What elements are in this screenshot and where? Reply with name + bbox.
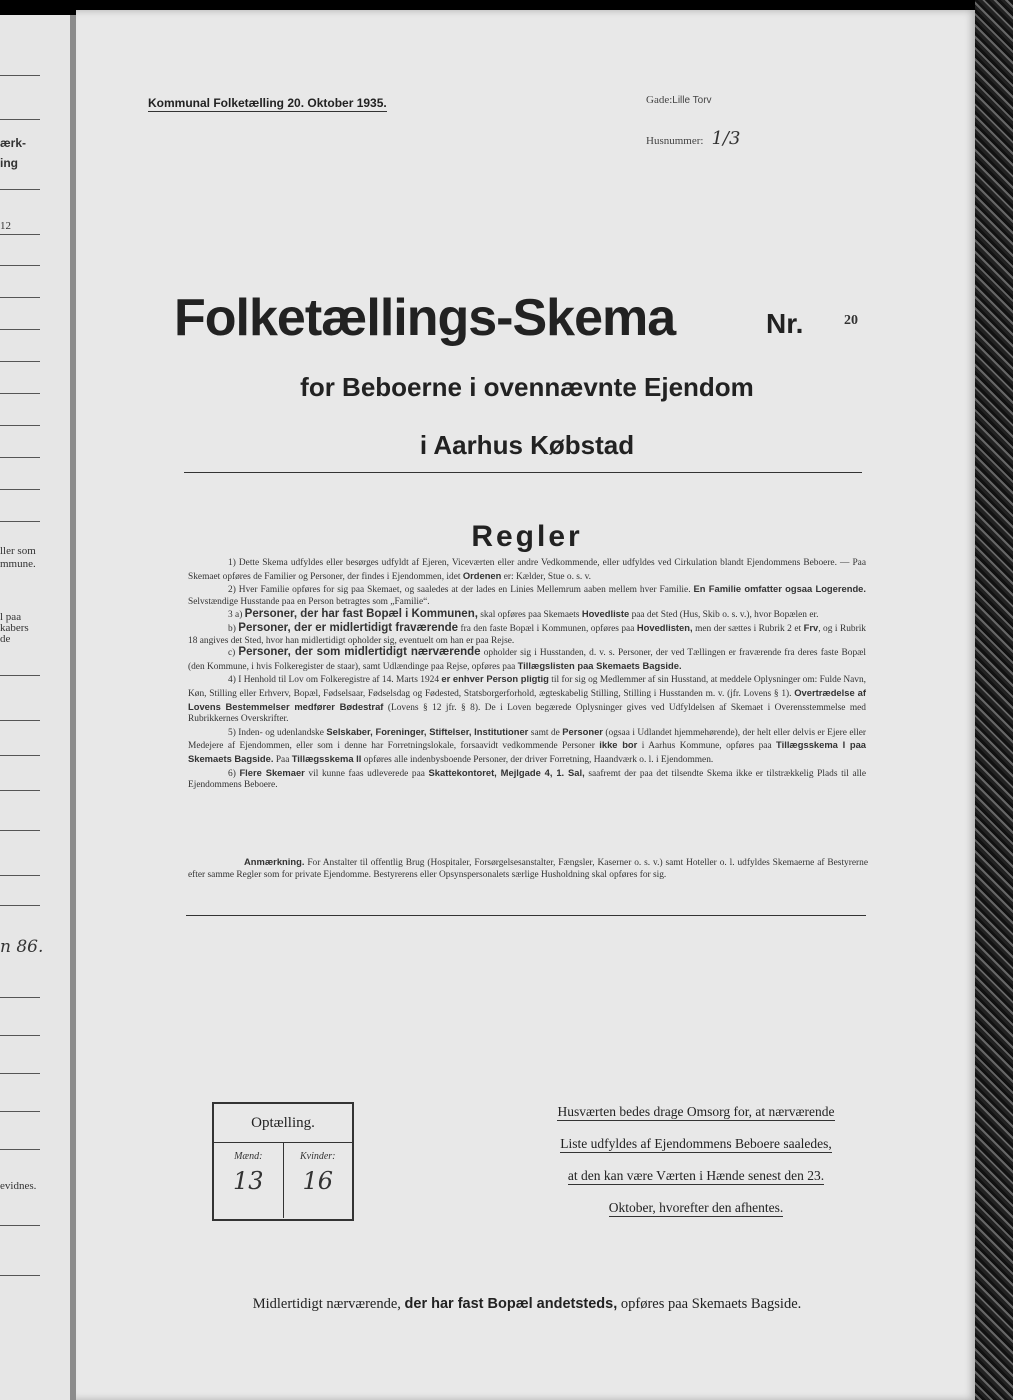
remark-text: Anmærkning. For Anstalter til offentlig Brug (Hospitaler, Forsørgelsesanstalter, Fængsler, Kaserner o. s. v.) samt Hoteller o. l. udfyldes Skemaerne af Bestyrerne efter samme Regler som for private Ejendomme. Bestyrerens eller Opsynspersonalets særlige Husholdning skal opføres for sig. [188,856,869,880]
street-label: Gade: [646,94,673,106]
left-fragment: mmune. [0,558,36,570]
instruction-line: Oktober, hvorefter den afhentes. [608,1200,784,1215]
remark-label: Anmærkning. [244,856,305,867]
form-subtitle-city: i Aarhus Købstad [419,430,635,460]
tally-women-column [283,1143,353,1218]
men-count: 13 [232,1167,264,1195]
rule-3a: 3 a) Personer, der har fast Bopæl i Kommunen, skal opføres paa Skemaets Hovedliste paa det Sted (Hus, Skib o. s. v.), hvor Bopælen er. [228,608,819,621]
rule-1: 1) Dette Skema udfyldes eller besørges udfyldt af Ejeren, Viceværten eller andre Vedkommende, eller udfyldes ved Cirkulation blandt Ejendommens Beboere. — Paa Skemaet opføres de Familier og Personer, der findes i Ejendommen, idet Ordenen er: Kælder, Stue o. s. v. [188,558,866,582]
form-number-value: 20 [844,313,858,328]
left-fragment: evidnes. [0,1180,37,1192]
left-fragment: kabers [0,622,29,634]
census-header: Kommunal Folketælling 20. Oktober 1935. [148,96,387,110]
rule-3c: c) Personer, der som midlertidigt nærværende opholder sig i Husstanden, d. v. s. Personer, der ved Tællingen er fraværende fra deres faste Bopæl (den Kommune, i hvis Folkeregister de staar), samt Udlændinge paa Rejse, opføres paa Tillægslisten paa Skemaets Bagside. [188,646,867,672]
street-value: Lille Torv [672,95,712,106]
house-number-value: 1/3 [711,128,741,149]
instruction-line: Husværten bedes drage Omsorg for, at nærværende [557,1104,835,1119]
left-fragment: 12 [0,220,11,232]
house-number-field [646,128,740,149]
book-edge-marbled [975,0,1013,1400]
rule-4: 4) I Henhold til Lov om Folkeregistre af 14. Marts 1924 er enhver Person pligtig til for sig og Medlemmer af sin Husstand, at meddele Oplysninger om: Fulde Navn, Køn, Stilling eller Erhverv, Bopæl, Fødselsaar, Fødselsdag og Fødested, Statsborgerforhold, ægteskabelig Stilling, Stilling i Husstanden m. v. (jfr. Lovens § 1). Overtrædelse af Lovens Bestemmelser medfører Bødestraf (Lovens § 12 jfr. § 8). De i Loven begærede Oplysninger gives ved Udfyldelsen af Skemaet i Overensstemmelse med Rubrikkernes Overskrifter. [188,673,867,725]
rules-text [188,558,866,792]
men-label: Mænd: [234,1151,263,1162]
tally-men-column [214,1143,283,1218]
census-form-page [76,10,978,1400]
instruction-line: Liste udfyldes af Ejendommens Beboere saaledes, [560,1136,832,1151]
divider [184,472,862,473]
divider [186,915,866,916]
instruction-line: at den kan være Værten i Hænde senest den 23. [567,1168,825,1183]
tally-box [212,1102,354,1221]
form-title: Folketællings-Skema [174,289,676,347]
previous-page-edge [0,15,74,1400]
rules-heading: Regler [471,520,583,553]
rule-3b: b) Personer, der er midlertidigt fraværende fra den faste Bopæl i Kommunen, opføres paa Hovedlisten, men der sættes i Rubrik 2 et Frv, og i Rubrik 18 angives det Sted, hvor han midlertidigt opholder sig, eventuelt om han er paa Rejse. [188,621,866,646]
form-number-label: Nr. [766,308,804,339]
women-label: Kvinder: [299,1151,336,1162]
left-fragment: ller som [0,545,36,557]
left-fragment: ærk- [0,136,27,150]
form-subtitle: for Beboerne i ovennævnte Ejendom [300,372,754,402]
footer-note: Midlertidigt nærværende, der har fast Bopæl andetsteds, opføres paa Skemaets Bagside. [252,1296,802,1312]
house-number-label: Husnummer: [646,135,704,147]
women-count: 16 [302,1167,334,1195]
left-fragment: ing [0,156,18,170]
rule-5: 5) Inden- og udenlandske Selskaber, Foreninger, Stiftelser, Institutioner samt de Personer (ogsaa i Udlandet hjemmehørende), der helt eller delvis er Ejere eller Medejere af Ejendommen, eller som i denne har Forretningslokale, forsaavidt vedkommende Personer ikke bor i Aarhus Kommune, opføres paa Tillægsskema I paa Skemaets Bagside. Paa Tillægsskema II opføres alle indenbysboende Personer, der driver Forretning, Haandværk o. l. i Ejendommen. [188,725,867,765]
left-fragment: l paa [0,611,22,623]
left-fragment: n 86. [0,937,44,957]
rule-2: 2) Hver Familie opføres for sig paa Skemaet, og saaledes at der lades en Linies Mellemrum aaben mellem hver Familie. En Familie omfatter ogsaa Logerende. Selvstændige Husstande paa en Person betragtes som „Familie“. [188,583,866,607]
rule-6: 6) Flere Skemaer vil kunne faas udleverede paa Skattekontoret, Mejlgade 4, 1. Sal, saafremt der paa det tilsendte Skema ikke er tilstrækkelig Plads til alle Ejendommens Beboere. [188,766,867,791]
street-field [646,94,712,106]
landlord-instructions [516,1102,876,1230]
left-fragment: de [0,633,11,645]
tally-title: Optælling. [214,1104,352,1143]
